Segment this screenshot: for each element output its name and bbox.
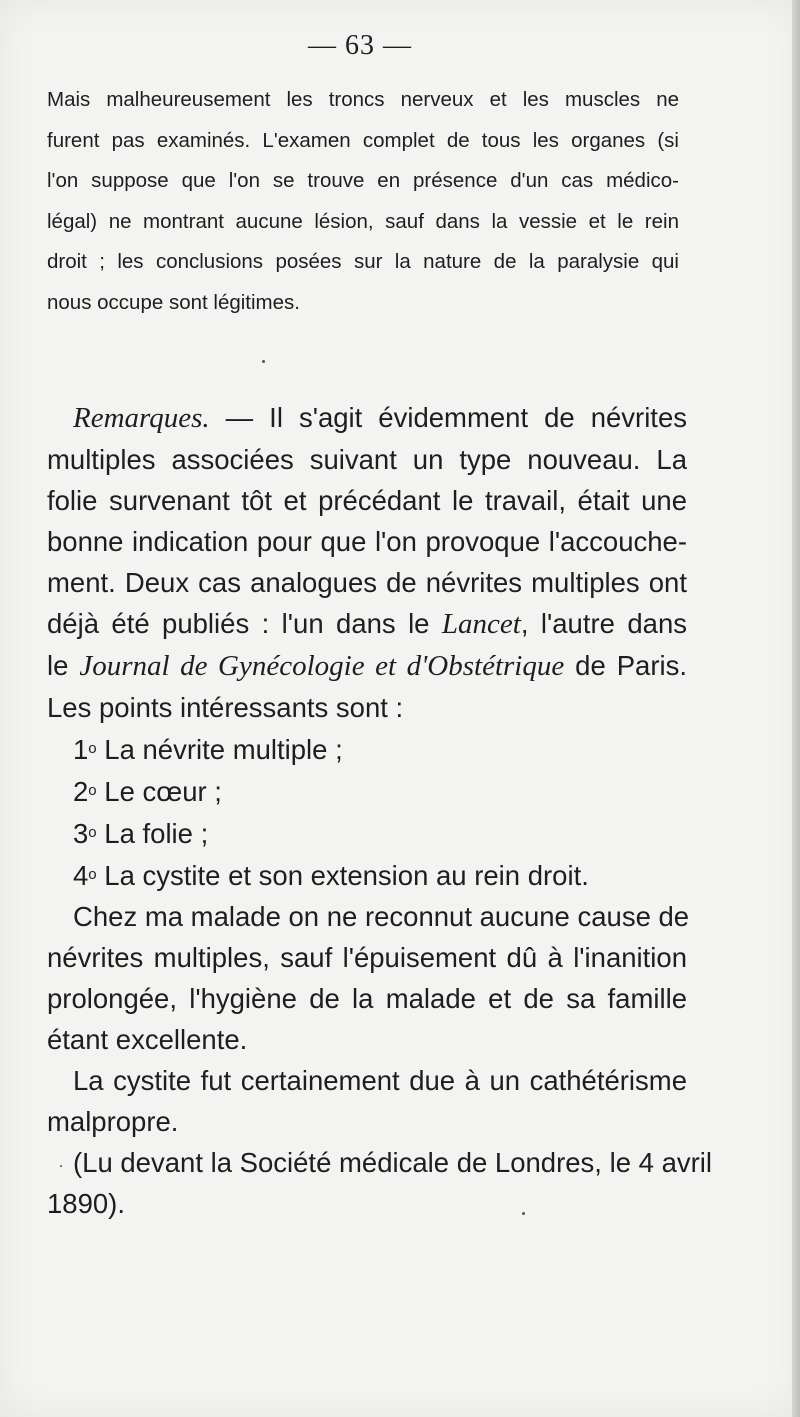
ink-speck: [522, 1212, 525, 1215]
page-edge-shadow: [792, 0, 800, 1417]
point-ordinal: o: [88, 740, 97, 757]
intro-line: furent pas examinés. L'examen complet de tous les organes (si: [47, 128, 679, 152]
point-text: La folie ;: [96, 818, 209, 849]
conclusion-line: prolongée, l'hygiène de la malade et de sa famille: [47, 983, 687, 1014]
point-number: 2: [73, 776, 89, 807]
conclusion-line: La cystite fut certainement due à un cathétérisme: [73, 1065, 687, 1096]
point-number: 3: [73, 818, 89, 849]
intro-line: l'on suppose que l'on se trouve en présence d'un cas médico-: [47, 169, 679, 192]
remarques-line1-text: — Il s'agit évidemment de névrites: [209, 402, 687, 433]
remarques-line: ment. Deux cas analogues de névrites multiples ont: [47, 567, 687, 598]
ink-speck: [60, 1165, 62, 1167]
conclusion-line: malpropre.: [47, 1106, 179, 1137]
intro-line: nous occupe sont légitimes.: [47, 290, 300, 314]
remarques-line: folie survenant tôt et précédant le travail, était une: [47, 485, 687, 516]
conclusion-line: (Lu devant la Société médicale de Londres, le 4 avril: [73, 1147, 712, 1178]
remarques-line7-a: le: [47, 650, 80, 681]
point-item: [47, 728, 687, 770]
remarques-line7-b: de Paris.: [564, 650, 687, 681]
remarques-section: [47, 397, 712, 1224]
point-item: [47, 854, 687, 896]
point-number: 4: [73, 860, 89, 891]
point-text: Le cœur ;: [96, 776, 222, 807]
point-item: [47, 812, 687, 854]
remarques-line: multiples associées suivant un type nouveau. La: [47, 444, 687, 475]
journal-title: Journal de Gynécologie et d'Obstétrique: [79, 650, 565, 682]
conclusion-line: névrites multiples, sauf l'épuisement dû à l'inanition: [47, 942, 687, 973]
ink-speck: [262, 360, 265, 363]
remarques-line-journal: [47, 645, 687, 687]
conclusion-line: étant excellente.: [47, 1024, 248, 1055]
intro-line: Mais malheureusement les troncs nerveux et les muscles ne: [47, 88, 679, 111]
points-intro: Les points intéressants sont :: [47, 692, 404, 723]
point-ordinal: o: [88, 866, 97, 883]
lancet-title: Lancet: [441, 608, 521, 640]
point-item: [47, 770, 687, 812]
intro-paragraph: [47, 80, 679, 323]
page-number: — 63 —: [308, 30, 412, 61]
intro-line: légal) ne montrant aucune lésion, sauf dans la vessie et le rein: [47, 209, 679, 233]
remarques-line6-b: , l'autre dans: [520, 608, 687, 639]
point-ordinal: o: [88, 782, 97, 799]
point-text: La névrite multiple ;: [96, 734, 343, 765]
remarques-line6-a: déjà été publiés : l'un dans le: [47, 608, 442, 639]
intro-line: droit ; les conclusions posées sur la nature de la paralysie qui: [47, 250, 679, 273]
conclusion-line: 1890).: [47, 1188, 125, 1219]
point-ordinal: o: [88, 824, 97, 841]
remarques-line-lancet: [47, 603, 687, 645]
conclusion-line: Chez ma malade on ne reconnut aucune cause de: [73, 901, 690, 932]
remarques-line: bonne indication pour que l'on provoque l'accouche-: [47, 526, 687, 557]
point-number: 1: [73, 734, 89, 765]
remarques-heading: Remarques.: [73, 402, 210, 434]
point-text: La cystite et son extension au rein droit.: [96, 860, 589, 891]
remarques-first-line: [47, 397, 687, 439]
